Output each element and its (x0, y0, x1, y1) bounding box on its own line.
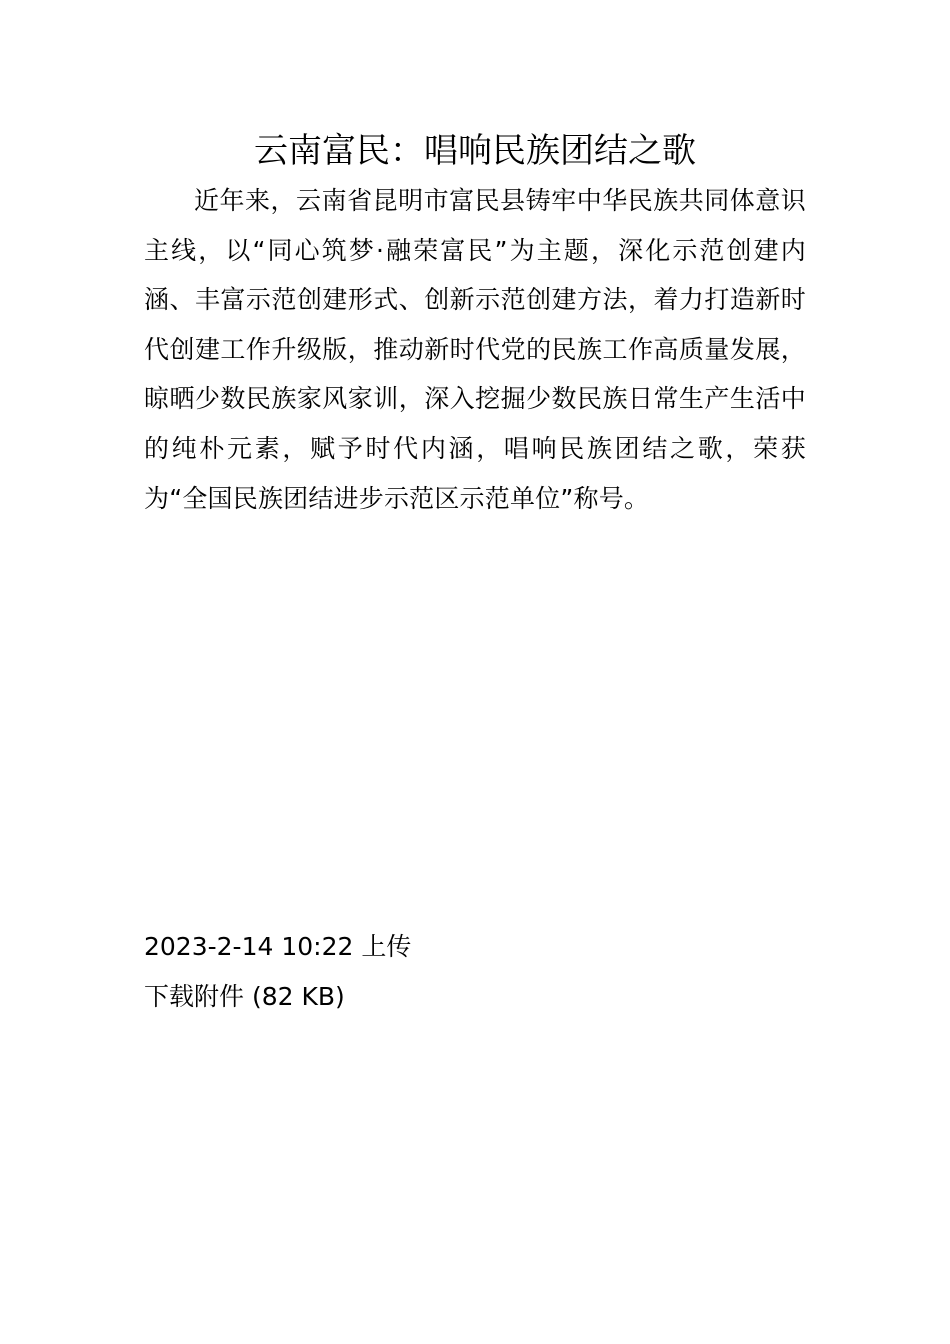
article-title: 云南富民：唱响民族团结之歌 (254, 131, 696, 171)
article-body: 近年来，云南省昆明市富民县铸牢中华民族共同体意识主线，以“同心筑梦·融荣富民”为主题，深化示范创建内涵、丰富示范创建形式、创新示范创建方法，着力打造新时代创建工作升级版，推动新时代党的民族工作高质量发展，晾晒少数民族家风家训，深入挖掘少数民族日常生产生活中的纯朴元素，赋予时代内涵，唱响民族团结之歌，荣获为“全国民族团结进步示范区示范单位”称号。 (144, 186, 806, 513)
upload-timestamp: 2023-2-14 10:22 上传 (144, 932, 412, 961)
download-attachment-link[interactable]: 下载附件 (82 KB) (144, 982, 345, 1011)
